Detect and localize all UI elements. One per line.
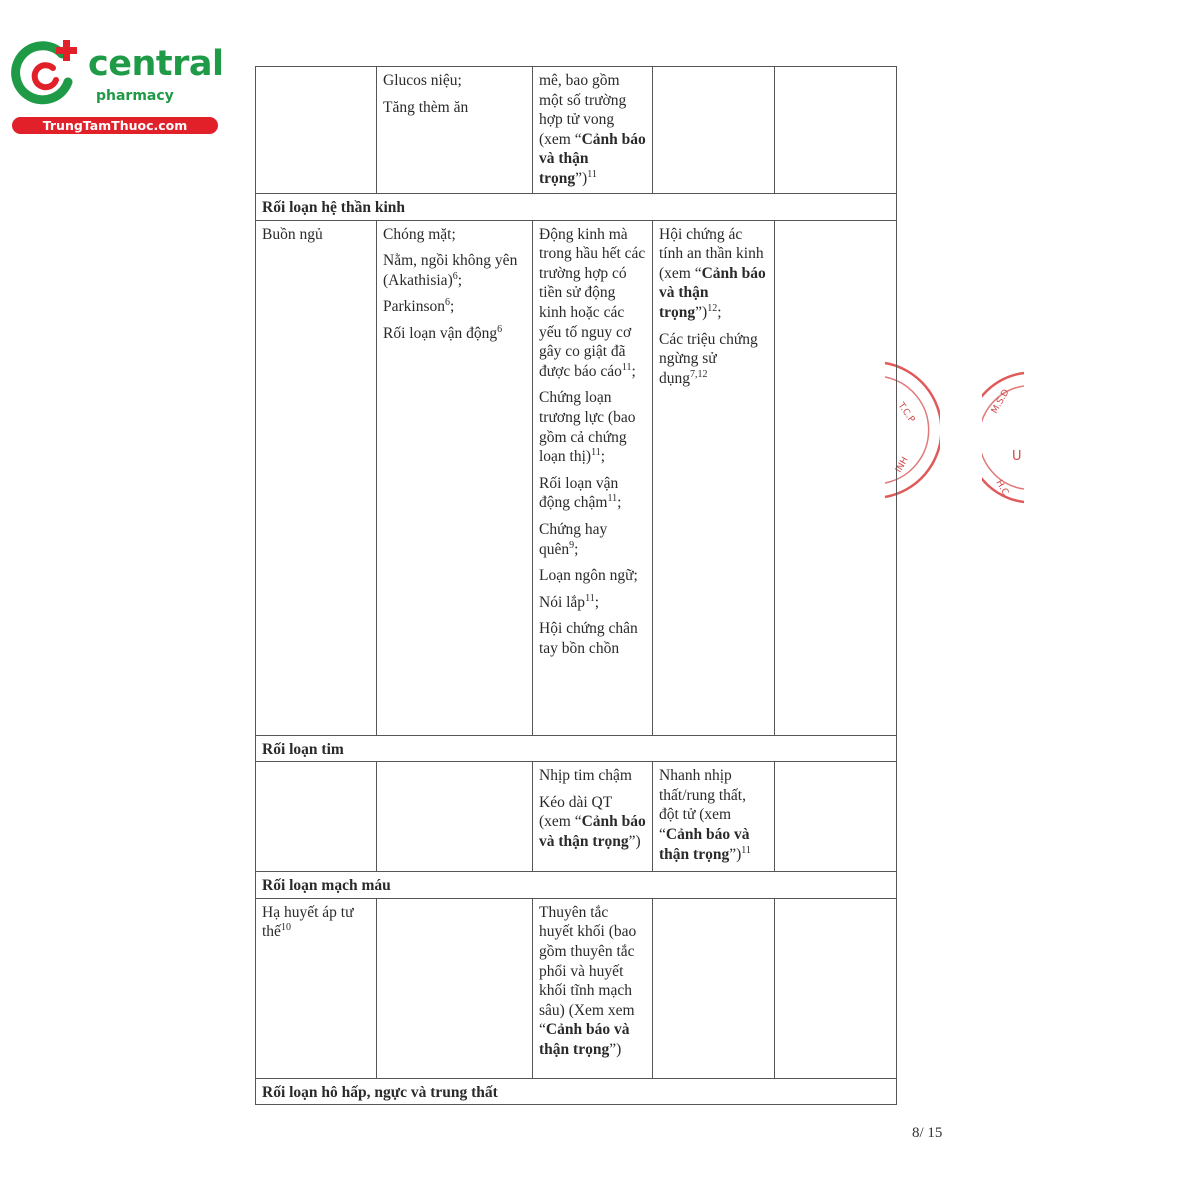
svg-text:T.C.P: T.C.P <box>895 400 917 425</box>
table-row <box>256 762 897 872</box>
central-pharmacy-logo[interactable] <box>10 38 224 138</box>
table-cell: Buồn ngủ <box>256 220 377 735</box>
table-cell <box>775 762 897 872</box>
table-cell <box>377 67 533 194</box>
table-cell: Thuyên tắc huyết khối (bao gồm thuyên tắc phổi và huyết khối tĩnh mạch sâu) (Xem xem “Cảnh báo và thận trọng”) <box>533 898 653 1078</box>
table-row <box>256 220 897 735</box>
table-cell <box>377 898 533 1078</box>
section-row <box>256 194 897 221</box>
logo-wordmark: central <box>88 44 224 84</box>
list-item: Kéo dài QT (xem “Cảnh báo và thận trọng”) <box>539 793 646 850</box>
list-item: Hội chứng ác tính an thần kinh (xem “Cảnh báo và thận trọng”)$^{12}$; <box>659 225 766 321</box>
svg-text:M.S.D: M.S.D <box>989 387 1012 416</box>
logo-subtitle: pharmacy <box>96 88 174 104</box>
list-item: Các triệu chứng ngừng sử dụng$^{7,12}$ <box>659 330 758 387</box>
section-heading-vascular: Rối loạn mạch máu <box>256 872 897 899</box>
table-row <box>256 898 897 1078</box>
list-item: Chứng loạn trương lực (bao gồm cả chứng loạn thị)$^{11}$; <box>539 389 636 466</box>
list-item: Nằm, ngồi không yên (Akathisia)$^6$; <box>383 252 518 289</box>
page-number: 8/ 15 <box>912 1125 943 1141</box>
list-item: Loạn ngôn ngữ; <box>539 567 638 585</box>
list-item: Parkinson$^6$; <box>383 297 455 316</box>
section-row <box>256 1078 897 1105</box>
table-cell <box>653 220 775 735</box>
table-cell <box>775 220 897 735</box>
pharmacy-cross-icon <box>10 38 80 108</box>
section-heading-cardiac: Rối loạn tim <box>256 735 897 762</box>
table-cell <box>533 220 653 735</box>
list-item: Chứng hay quên$^9$; <box>539 520 608 558</box>
table-cell <box>775 67 897 194</box>
svg-text:INH: INH <box>893 455 911 475</box>
table-cell <box>653 67 775 194</box>
svg-text:H.C: H.C <box>993 478 1010 498</box>
svg-text:U: U <box>1012 449 1022 464</box>
list-item: Nhịp tim chậm <box>539 767 632 785</box>
cell-text: Glucos niệu; <box>383 72 462 89</box>
red-seal-fragment-right <box>982 370 1024 505</box>
table-row <box>256 67 897 194</box>
table-cell: mê, bao gồm một số trường hợp tử vong (xem “Cảnh báo và thận trọng”)$^{11}$ <box>533 67 653 194</box>
table-cell <box>256 67 377 194</box>
table-cell <box>775 898 897 1078</box>
table-cell <box>377 762 533 872</box>
section-heading-nervous: Rối loạn hệ thần kinh <box>256 194 897 221</box>
table-cell <box>653 898 775 1078</box>
list-item: Rối loạn vận động chậm$^{11}$; <box>539 474 622 512</box>
list-item: Nói lắp$^{11}$; <box>539 592 600 611</box>
section-row <box>256 872 897 899</box>
list-item: Chóng mặt; <box>383 225 456 243</box>
adverse-reactions-table <box>255 66 897 1105</box>
table-cell <box>377 220 533 735</box>
logo-url-badge[interactable]: TrungTamThuoc.com <box>12 117 218 134</box>
cell-text: Tăng thèm ăn <box>383 98 469 116</box>
table-cell <box>533 762 653 872</box>
list-item: Động kinh mà trong hầu hết các trường hợp có tiền sử động kinh hoặc các yếu tố nguy cơ gây co giật đã được báo cáo$^{11}$; <box>539 225 646 380</box>
list-item: Rối loạn vận động$^6$ <box>383 323 503 342</box>
list-item: Hội chứng chân tay bồn chồn <box>539 620 638 657</box>
table-cell: Nhanh nhịp thất/rung thất, đột tử (xem “Cảnh báo và thận trọng”)$^{11}$ <box>653 762 775 872</box>
table-cell: Hạ huyết áp tư thế$^{10}$ <box>256 898 377 1078</box>
section-row <box>256 735 897 762</box>
section-heading-respiratory: Rối loạn hô hấp, ngực và trung thất <box>256 1078 897 1105</box>
table-cell <box>256 762 377 872</box>
